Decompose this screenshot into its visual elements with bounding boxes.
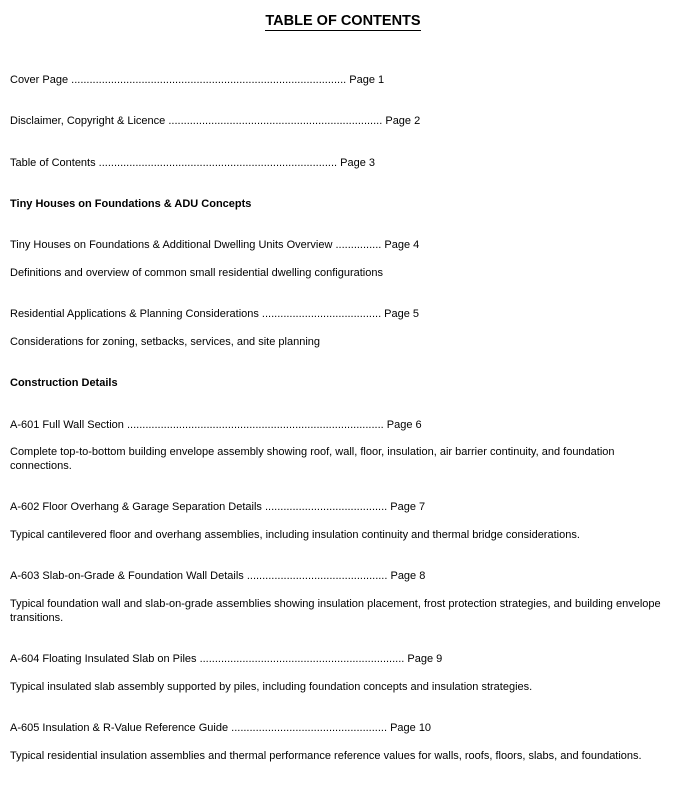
toc-entry-description: Definitions and overview of common small residential dwelling configurations: [10, 267, 383, 279]
toc-entry-label: Residential Applications & Planning Considerations: [10, 308, 259, 320]
toc-entry-a-602[interactable]: [10, 500, 425, 514]
toc-entry-a-604[interactable]: [10, 652, 442, 666]
toc-entry-label: A-603 Slab-on-Grade & Foundation Wall Details: [10, 570, 244, 582]
toc-entry-residential-applications[interactable]: [10, 307, 419, 321]
section-heading-tiny-houses: Tiny Houses on Foundations & ADU Concepts: [10, 198, 252, 210]
page-title-text: TABLE OF CONTENTS: [265, 13, 421, 29]
toc-leader-dots: ..........................................................................................: [68, 74, 347, 86]
toc-entry-label: A-605 Insulation & R-Value Reference Guide: [10, 722, 229, 734]
toc-entry-disclaimer[interactable]: [10, 114, 420, 128]
toc-entry-description: Typical residential insulation assemblies and thermal performance reference values for walls, roofs, floors, slabs, and foundations.: [10, 750, 642, 762]
toc-entry-description: Typical cantilevered floor and overhang assemblies, including insulation continuity and thermal bridge considerations.: [10, 529, 580, 541]
toc-leader-dots: ......................................................................: [165, 115, 383, 127]
toc-entry-label: A-604 Floating Insulated Slab on Piles: [10, 653, 197, 665]
toc-entry-a-605[interactable]: [10, 721, 431, 735]
toc-page-number: Page 3: [337, 157, 375, 169]
toc-leader-dots: ...............: [332, 239, 382, 251]
toc-leader-dots: ..............................................................................: [95, 157, 338, 169]
toc-entry-table-of-contents[interactable]: [10, 156, 375, 170]
toc-page-number: Page 5: [381, 308, 420, 320]
toc-entry-label: Disclaimer, Copyright & Licence: [10, 115, 166, 127]
toc-page-number: Page 4: [381, 239, 420, 251]
toc-leader-dots: ........................................: [261, 501, 388, 513]
toc-leader-dots: ...................................................: [228, 722, 388, 734]
toc-entry-description: Typical insulated slab assembly supported by piles, including foundation concepts and insulation strategies.: [10, 681, 533, 693]
toc-page-number: Page 2: [382, 115, 421, 127]
section-heading-construction-details: Construction Details: [10, 377, 118, 389]
toc-page-number: Page 8: [387, 570, 426, 582]
toc-entry-tiny-houses-overview[interactable]: [10, 238, 419, 252]
toc-leader-dots: .......................................: [258, 308, 382, 320]
toc-leader-dots: ....................................................................................: [123, 419, 384, 431]
toc-entry-description: Complete top-to-bottom building envelope assembly showing roof, wall, floor, insulation, air barrier continuity, and foundation connections.: [10, 446, 615, 472]
toc-entry-label: A-601 Full Wall Section: [10, 419, 124, 431]
toc-entry-label: Table of Contents: [10, 157, 96, 169]
toc-page-number: Page 9: [404, 653, 443, 665]
toc-leader-dots: ..............................................: [243, 570, 388, 582]
toc-entry-description: Typical foundation wall and slab-on-grade assemblies showing insulation placement, frost protection strategies, and building envelope transitions.: [10, 598, 661, 624]
page-title: [0, 13, 686, 29]
toc-entry-label: Cover Page: [10, 74, 69, 86]
toc-page-number: Page 1: [346, 74, 385, 86]
toc-entry-a-601[interactable]: [10, 418, 422, 432]
toc-entry-description: Considerations for zoning, setbacks, services, and site planning: [10, 336, 321, 348]
toc-entry-a-603[interactable]: [10, 569, 425, 583]
toc-page-number: Page 6: [383, 419, 422, 431]
toc-leader-dots: ...................................................................: [196, 653, 405, 665]
toc-entry-label: Tiny Houses on Foundations & Additional Dwelling Units Overview: [10, 239, 333, 251]
toc-page-number: Page 10: [387, 722, 432, 734]
toc-entry-label: A-602 Floor Overhang & Garage Separation Details: [10, 501, 262, 513]
toc-entry-cover-page[interactable]: [10, 73, 384, 87]
toc-page-number: Page 7: [387, 501, 426, 513]
